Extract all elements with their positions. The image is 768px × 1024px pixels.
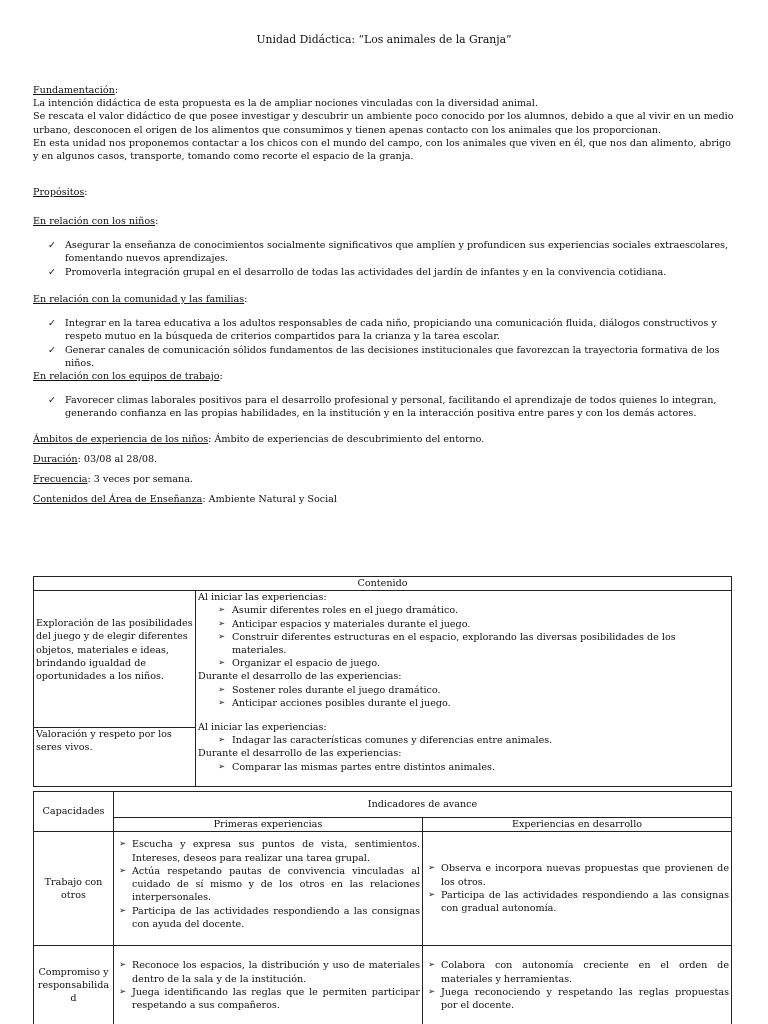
arrow-bullet-icon: ➢: [218, 684, 226, 695]
list-item: ➢ Actúa respetando pautas de convivencia vinculadas al cuidado de sí mismo y de los otros en las relaciones interpersonales.: [119, 865, 420, 904]
arrow-bullet-icon: ➢: [119, 960, 127, 971]
desarrollo-cell: [423, 946, 732, 1024]
info-contenidos: Contenidos del Área de Enseñanza: Ambiente Natural y Social: [33, 494, 337, 505]
arrow-bullet-icon: ➢: [428, 863, 436, 874]
list-item: ➢ Indagar las características comunes y diferencias entre animales.: [218, 735, 553, 747]
arrow-bullet-icon: ➢: [218, 658, 226, 669]
list-item: ➢ Juega reconociendo y respetando las reglas propuestas por el docente.: [428, 986, 729, 1011]
fundamentacion-paragraph: La intención didáctica de esta propuesta es la de ampliar nociones vinculadas con la diversidad animal.: [33, 98, 538, 110]
phase-label: Durante el desarrollo de las experiencias:: [198, 671, 402, 683]
contenido-right-cell: [196, 591, 732, 787]
proposito-group-familias: En relación con la comunidad y las familias: ✓ Integrar en la tarea educativa a los adultos responsables de cada niño, propiciando una comunicación fluida, diálogos constructivos y respeto mutuo en la búsqueda de criterios compartidos para la crianza y la tarea escolar. ✓ Generar canales de comunicación sólidos fundamentos de las decisiones institucionales que favorezcan la trayectoria formativa de los niños.: [33, 293, 738, 370]
fundamentacion-paragraph: En esta unidad nos proponemos contactar a los chicos con el mundo del campo, con los animales que viven en él, que nos dan alimento, abrigo y en algunos casos, transporte, tomando como recorte el espacio de la granja.: [33, 137, 731, 163]
arrow-bullet-icon: ➢: [428, 986, 436, 997]
primeras-experiencias-header: Primeras experiencias: [114, 818, 423, 832]
info-duracion: Duración: 03/08 al 28/08.: [33, 454, 158, 465]
arrow-bullet-icon: ➢: [218, 605, 226, 616]
list-item: ➢ Escucha y expresa sus puntos de vista, sentimientos. Intereses, deseos para realizar una tarea grupal.: [119, 839, 420, 864]
list-item: ➢ Anticipar acciones posibles durante el juego.: [218, 697, 451, 709]
arrow-bullet-icon: ➢: [218, 618, 226, 629]
check-icon: ✓: [48, 240, 57, 252]
proposito-group-equipos: En relación con los equipos de trabajo: ✓ Favorecer climas laborales positivos para el desarrollo profesional y personal, facilitando el aprendizaje de todos quienes lo integran, generando confianza en las propias habilidades, en la institución y en la interacción positiva entre pares y con los demás actores.: [33, 370, 738, 421]
list-item: ➢ Observa e incorpora nuevas propuestas que provienen de los otros.: [428, 863, 729, 888]
list-item: ➢ Colabora con autonomía creciente en el orden de materiales y herramientas.: [428, 960, 729, 985]
list-item: ➢ Reconoce los espacios, la distribución y uso de materiales dentro de la sala y de la institución.: [119, 960, 420, 985]
info-label: Duración: [33, 454, 78, 465]
indicadores-header: Indicadores de avance: [114, 792, 732, 818]
experiencias-desarrollo-header: Experiencias en desarrollo: [423, 818, 732, 832]
list-item: ➢ Participa de las actividades respondiendo a las consignas con gradual autonomía.: [428, 889, 729, 914]
info-value: 3 veces por semana.: [90, 474, 193, 485]
primeras-cell: [114, 832, 423, 946]
proposito-group-ninos: En relación con los niños: ✓ Asegurar la enseñanza de conocimientos socialmente significativos que amplíen y profundicen sus experiencias sociales extraescolares, fomentando nuevos aprendizajes. ✓ Promoverla integración grupal en el desarrollo de todas las actividades del jardín de infantes y en la convivencia cotidiana.: [33, 215, 738, 279]
list-item: ✓ Favorecer climas laborales positivos para el desarrollo profesional y personal, facilitando el aprendizaje de todos quienes lo integran, generando confianza en las propias habilidades, en la institución y en la interacción positiva entre pares y con los demás actores.: [48, 395, 717, 420]
info-value: Ámbito de experiencias de descubrimiento del entorno.: [211, 434, 485, 445]
capacidad-name: Trabajo con otros: [34, 832, 114, 946]
arrow-bullet-icon: ➢: [218, 735, 226, 746]
primeras-cell: [114, 946, 423, 1024]
arrow-bullet-icon: ➢: [218, 631, 226, 642]
arrow-bullet-icon: ➢: [119, 905, 127, 916]
fundamentacion-section: Fundamentación: La intención didáctica de esta propuesta es la de ampliar nociones vinculadas con la diversidad animal. Se rescata el valor didáctico de que posee investigar y descubrir un ambiente poco conocido por los alumnos, debido a que al vivir en un medio urbano, desconocen el origen de los alimentos que consumimos y tienen apenas contacto con los animales que los proporcionan. En esta unidad nos proponemos contactar a los chicos con el mundo del campo, con los animales que viven en él, que nos dan alimento, abrigo y en algunos casos, transporte, tomando como recorte el espacio de la granja.: [33, 84, 738, 163]
list-item: ➢ Construir diferentes estructuras en el espacio, explorando las diversas posibilidades de los materiales.: [218, 631, 676, 657]
group-heading: En relación con la comunidad y las familias: [33, 294, 245, 305]
list-item: ➢ Sostener roles durante el juego dramático.: [218, 684, 441, 696]
document-title: Unidad Didáctica: “Los animales de la Granja”: [256, 33, 512, 46]
info-frecuencia: Frecuencia: 3 veces por semana.: [33, 474, 193, 485]
info-value: 03/08 al 28/08.: [80, 454, 158, 465]
table-row: [34, 946, 732, 1024]
table-row: [34, 832, 732, 946]
list-item: ➢ Comparar las mismas partes entre distintos animales.: [218, 761, 495, 773]
list-item: ✓ Generar canales de comunicación sólidos fundamentos de las decisiones institucionales que favorezcan la trayectoria formativa de los niños.: [48, 344, 720, 369]
phase-label: Durante el desarrollo de las experiencias:: [198, 748, 402, 760]
phase-label: Al iniciar las experiencias:: [198, 592, 327, 604]
contenido-left-cell: Exploración de las posibilidades del juego y de elegir diferentes objetos, materiales e ideas, brindando igualdad de oportunidades a los niños.: [34, 591, 196, 728]
info-label: Frecuencia: [33, 474, 88, 485]
arrow-bullet-icon: ➢: [119, 986, 127, 997]
info-label: Contenidos del Área de Enseñanza: [33, 494, 203, 505]
desarrollo-cell: [423, 832, 732, 946]
list-item: ➢ Anticipar espacios y materiales durante el juego.: [218, 618, 471, 630]
arrow-bullet-icon: ➢: [119, 839, 127, 850]
fundamentacion-heading: Fundamentación: [33, 85, 115, 96]
phase-label: Al iniciar las experiencias:: [198, 722, 327, 734]
list-item: ✓ Asegurar la enseñanza de conocimientos socialmente significativos que amplíen y profundicen sus experiencias sociales extraescolares, fomentando nuevos aprendizajes.: [48, 240, 729, 265]
arrow-bullet-icon: ➢: [218, 761, 226, 772]
info-label: Ámbitos de experiencia de los niños: [33, 434, 209, 445]
list-item: ➢ Juega identificando las reglas que le permiten participar respetando a sus compañeros.: [119, 986, 420, 1011]
arrow-bullet-icon: ➢: [218, 697, 226, 708]
check-icon: ✓: [48, 395, 57, 407]
contenido-table: [33, 576, 732, 787]
group-heading: En relación con los niños: [33, 216, 156, 227]
capacidades-header: Capacidades: [34, 792, 114, 832]
list-item: ✓ Promoverla integración grupal en el desarrollo de todas las actividades del jardín de infantes y en la convivencia cotidiana.: [48, 266, 667, 278]
capacidad-name: Compromiso y responsabilida d: [34, 946, 114, 1024]
group-heading: En relación con los equipos de trabajo: [33, 371, 220, 382]
fundamentacion-paragraph: Se rescata el valor didáctico de que posee investigar y descubrir un ambiente poco conocido por los alumnos, debido a que al vivir en un medio urbano, desconocen el origen de los alimentos que consumimos y tienen apenas contacto con los animales que los proporcionan.: [33, 111, 734, 136]
check-icon: ✓: [48, 318, 57, 330]
info-ambitos: Ámbitos de experiencia de los niños: Ámbito de experiencias de descubrimiento del entorno.: [33, 434, 485, 445]
arrow-bullet-icon: ➢: [119, 865, 127, 876]
check-icon: ✓: [48, 266, 57, 278]
info-value: Ambiente Natural y Social: [205, 494, 337, 505]
capacidades-table: [33, 791, 732, 1024]
check-icon: ✓: [48, 344, 57, 356]
propositos-heading: Propósitos: [33, 187, 85, 198]
contenido-left-cell: Valoración y respeto por los seres vivos.: [34, 727, 196, 786]
propositos-heading-block: Propósitos:: [33, 187, 88, 198]
list-item: ➢ Asumir diferentes roles en el juego dramático.: [218, 605, 459, 617]
arrow-bullet-icon: ➢: [428, 960, 436, 971]
list-item: ➢ Organizar el espacio de juego.: [218, 658, 380, 670]
list-item: ✓ Integrar en la tarea educativa a los adultos responsables de cada niño, propiciando una comunicación fluida, diálogos constructivos y respeto mutuo en la búsqueda de criterios compartidos para la crianza y la tarea escolar.: [48, 318, 717, 343]
arrow-bullet-icon: ➢: [428, 889, 436, 900]
contenido-header: Contenido: [34, 577, 732, 591]
list-item: ➢ Participa de las actividades respondiendo a las consignas con ayuda del docente.: [119, 905, 420, 930]
